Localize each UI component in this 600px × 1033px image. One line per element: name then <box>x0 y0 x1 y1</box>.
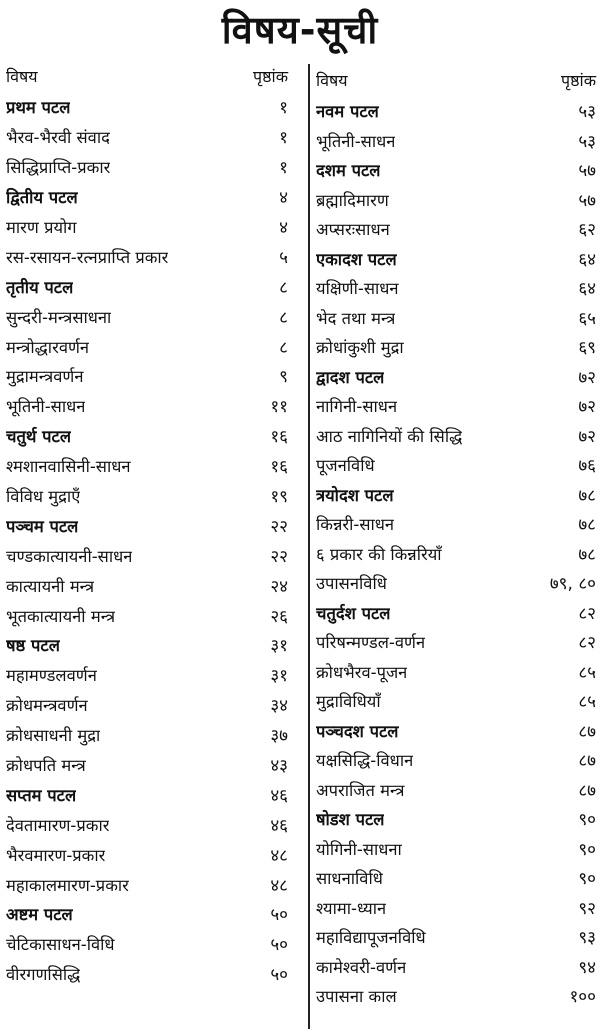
entry-page-number: ५३ <box>578 131 596 152</box>
chapter-heading-row <box>310 362 600 392</box>
toc-entry-row <box>310 627 600 657</box>
entry-title: आठ नागिनियों की सिद्धि <box>316 426 463 446</box>
toc-entry-row <box>310 686 600 716</box>
toc-entry-row <box>310 421 600 451</box>
entry-page-number: १ <box>279 128 288 149</box>
toc-entry-row <box>310 952 600 982</box>
entry-title: एकादश पटल <box>316 249 397 269</box>
entry-page-number: ७९, ८० <box>549 574 596 595</box>
toc-entry-row <box>310 981 600 1011</box>
entry-title: अप्सरःसाधन <box>316 220 390 240</box>
entry-page-number: ८ <box>279 277 288 298</box>
entry-title: पञ्चदश पटल <box>316 721 399 741</box>
toc-column-left <box>4 60 292 989</box>
entry-title: चतुर्दश पटल <box>316 603 391 623</box>
entry-page-number: ५० <box>270 965 288 986</box>
chapter-heading-row <box>4 421 292 451</box>
toc-entry-row <box>4 690 292 720</box>
entry-page-number: ६४ <box>578 249 596 270</box>
entry-title: यक्षसिद्धि-विधान <box>316 751 414 771</box>
chapter-heading-row <box>4 182 292 212</box>
chapter-heading-row <box>4 899 292 929</box>
entry-title: सप्तम पटल <box>6 785 77 805</box>
entry-title: त्रयोदश पटल <box>316 485 394 505</box>
entry-page-number: ३४ <box>270 696 288 717</box>
chapter-heading-row <box>4 271 292 301</box>
entry-page-number: ८५ <box>578 662 596 683</box>
entry-page-number: ८२ <box>578 633 596 654</box>
chapter-heading-row <box>310 244 600 274</box>
toc-entry-row <box>310 509 600 539</box>
entry-page-number: ५० <box>270 935 288 956</box>
chapter-heading-row <box>310 480 600 510</box>
entry-page-number: ६५ <box>578 308 596 329</box>
entry-title: क्रोधसाधनी मुद्रा <box>6 726 101 746</box>
entry-page-number: ६२ <box>578 220 596 241</box>
topic-header: विषय <box>6 67 38 86</box>
entry-title: भूतिनी-साधन <box>6 397 86 417</box>
entry-title: अष्टम पटल <box>6 905 73 925</box>
toc-entry-row <box>4 212 292 242</box>
entry-title: वीरगणसिद्धि <box>6 965 81 985</box>
chapter-heading-row <box>310 804 600 834</box>
entry-page-number: ४ <box>279 218 288 238</box>
toc-entry-row <box>310 126 600 156</box>
entry-title: चेटिकासाधन-विधि <box>6 935 115 955</box>
toc-entry-row <box>310 568 600 598</box>
toc-entry-row <box>4 301 292 331</box>
entry-page-number: ५७ <box>578 161 596 182</box>
entry-page-number: ८७ <box>578 780 596 801</box>
entry-title: नवम पटल <box>316 102 379 122</box>
entry-page-number: ९० <box>578 869 596 890</box>
entry-title: पञ्चम पटल <box>6 516 79 536</box>
entry-title: कात्यायनी मन्त्र <box>6 576 95 596</box>
toc-entry-row <box>4 241 292 271</box>
toc-entry-row <box>4 929 292 959</box>
entry-page-number: ४६ <box>270 815 288 836</box>
entry-page-number: ६४ <box>578 279 596 300</box>
entry-page-number: १६ <box>270 457 288 478</box>
entry-page-number: ४८ <box>270 875 288 896</box>
entry-page-number: ८५ <box>578 692 596 713</box>
toc-list-left <box>4 92 292 989</box>
entry-page-number: ७८ <box>578 485 596 506</box>
entry-page-number: ११ <box>270 397 288 418</box>
chapter-heading-row <box>4 92 292 122</box>
chapter-heading-row <box>4 510 292 540</box>
toc-entry-row <box>310 273 600 303</box>
entry-page-number: ४३ <box>270 756 288 777</box>
toc-entry-row <box>4 600 292 630</box>
toc-entry-row <box>310 834 600 864</box>
toc-entry-row <box>310 303 600 333</box>
entry-title: भूतिनी-साधन <box>316 131 396 151</box>
entry-page-number: ८७ <box>578 721 596 742</box>
chapter-heading-row <box>310 716 600 746</box>
toc-entry-row <box>310 391 600 421</box>
entry-page-number: १६ <box>270 427 288 448</box>
chapter-heading-row <box>310 598 600 628</box>
entry-title: कामेश्वरी-वर्णन <box>316 957 407 977</box>
entry-title: सिद्धिप्राप्ति-प्रकार <box>6 158 111 178</box>
entry-page-number: २४ <box>270 576 288 597</box>
entry-page-number: २२ <box>270 516 288 537</box>
entry-title: विविध मुद्राएँ <box>6 487 81 507</box>
entry-title: भेद तथा मन्त्र <box>316 308 396 328</box>
toc-entry-row <box>4 391 292 421</box>
entry-page-number: ७२ <box>578 426 596 447</box>
entry-page-number: २६ <box>270 606 288 627</box>
toc-entry-row <box>310 922 600 952</box>
toc-entry-row <box>4 361 292 391</box>
chapter-heading-row <box>310 96 600 126</box>
topic-header: विषय <box>316 71 348 90</box>
chapter-heading-row <box>4 630 292 660</box>
entry-page-number: ३७ <box>270 726 288 747</box>
entry-page-number: ३१ <box>270 666 288 687</box>
entry-title: श्यामा-ध्यान <box>316 898 387 918</box>
toc-entry-row <box>310 185 600 215</box>
entry-title: षोडश पटल <box>316 810 385 830</box>
toc-entry-row <box>310 863 600 893</box>
entry-title: दशम पटल <box>316 161 381 181</box>
entry-title: उपासनविधि <box>316 574 387 594</box>
toc-entry-row <box>4 660 292 690</box>
page-header: पृष्ठांक <box>253 67 288 86</box>
entry-page-number: ८ <box>279 337 288 358</box>
entry-page-number: ७६ <box>578 456 596 477</box>
entry-title: श्मशानवासिनी-साधन <box>6 457 131 477</box>
toc-entry-row <box>310 332 600 362</box>
toc-entry-row <box>4 809 292 839</box>
entry-title: मुद्राविधियाँ <box>316 692 381 712</box>
toc-entry-row <box>4 451 292 481</box>
page-title: विषय-सूची <box>221 8 379 52</box>
entry-title: द्वितीय पटल <box>6 188 78 208</box>
entry-page-number: २२ <box>270 546 288 567</box>
entry-title: मारण प्रयोग <box>6 218 77 237</box>
toc-entry-row <box>4 869 292 899</box>
entry-title: भैरव-भैरवी संवाद <box>6 128 110 148</box>
entry-title: भूतकात्यायनी मन्त्र <box>6 606 116 626</box>
entry-page-number: ७८ <box>578 544 596 565</box>
entry-title: देवतामारण-प्रकार <box>6 815 110 835</box>
entry-title: अपराजित मन्त्र <box>316 780 405 800</box>
toc-entry-row <box>4 839 292 869</box>
entry-title: पूजनविधि <box>316 456 375 476</box>
entry-page-number: ८ <box>279 307 288 328</box>
toc-entry-row <box>310 657 600 687</box>
entry-title: क्रोधपति मन्त्र <box>6 756 86 776</box>
entry-page-number: ८७ <box>578 751 596 772</box>
entry-page-number: ७२ <box>578 397 596 418</box>
entry-title: ब्रह्मादिमारण <box>316 190 389 210</box>
entry-page-number: ५७ <box>578 190 596 211</box>
toc-entry-row <box>310 539 600 569</box>
entry-title: द्वादश पटल <box>316 367 385 387</box>
entry-page-number: १०० <box>569 987 596 1008</box>
entry-title: परिषन्मण्डल-वर्णन <box>316 633 426 653</box>
entry-title: तृतीय पटल <box>6 277 74 297</box>
toc-entry-row <box>4 122 292 152</box>
entry-page-number: ९४ <box>578 957 596 978</box>
entry-page-number: ७८ <box>578 515 596 536</box>
entry-page-number: ९ <box>279 367 288 388</box>
entry-title: उपासना काल <box>316 987 397 1007</box>
entry-title: मन्त्रोद्धारवर्णन <box>6 337 90 357</box>
entry-title: चतुर्थ पटल <box>6 427 72 447</box>
entry-page-number: १९ <box>270 487 288 508</box>
entry-title: महामण्डलवर्णन <box>6 666 97 686</box>
entry-title: क्रोधभैरव-पूजन <box>316 662 408 682</box>
toc-entry-row <box>310 893 600 923</box>
entry-page-number: ७२ <box>578 367 596 388</box>
entry-page-number: ३१ <box>270 636 288 657</box>
column-header <box>310 64 600 96</box>
entry-title: साधनाविधि <box>316 869 383 889</box>
entry-page-number: ९० <box>578 810 596 831</box>
entry-title: योगिनी-साधना <box>316 839 402 859</box>
toc-entry-row <box>310 450 600 480</box>
entry-title: क्रोधमन्त्रवर्णन <box>6 696 88 716</box>
toc-entry-row <box>310 745 600 775</box>
entry-title: नागिनी-साधन <box>316 397 398 417</box>
entry-page-number: १ <box>279 98 288 119</box>
entry-title: मुद्रामन्त्रवर्णन <box>6 367 84 387</box>
entry-page-number: ४८ <box>270 845 288 866</box>
toc-entry-row <box>4 720 292 750</box>
toc-entry-row <box>4 152 292 182</box>
toc-entry-row <box>4 959 292 989</box>
entry-title: चण्डकात्यायनी-साधन <box>6 546 133 566</box>
entry-page-number: ९३ <box>578 928 596 949</box>
entry-title: भैरवमारण-प्रकार <box>6 845 106 865</box>
toc-list-right <box>310 96 600 1011</box>
toc-entry-row <box>310 775 600 805</box>
entry-title: सुन्दरी-मन्त्रसाधना <box>6 307 112 327</box>
entry-page-number: ५ <box>279 247 288 268</box>
entry-title: रस-रसायन-रत्नप्राप्ति प्रकार <box>6 247 169 267</box>
entry-title: महाकालमारण-प्रकार <box>6 875 129 895</box>
entry-title: महाविद्यापूजनविधि <box>316 928 426 948</box>
entry-title: षष्ठ पटल <box>6 636 60 656</box>
entry-page-number: ४ <box>279 188 288 209</box>
column-header <box>4 60 292 92</box>
entry-page-number: ९२ <box>578 898 596 919</box>
chapter-heading-row <box>4 779 292 809</box>
entry-page-number: ५३ <box>578 102 596 123</box>
entry-title: क्रोधांकुशी मुद्रा <box>316 338 404 358</box>
entry-page-number: १ <box>279 158 288 179</box>
toc-entry-row <box>4 481 292 511</box>
page-header: पृष्ठांक <box>561 71 596 90</box>
toc-entry-row <box>310 214 600 244</box>
toc-column-right <box>308 64 600 1029</box>
entry-page-number: ५० <box>270 905 288 926</box>
entry-title: यक्षिणी-साधन <box>316 279 399 299</box>
toc-entry-row <box>4 570 292 600</box>
entry-page-number: ९० <box>578 839 596 860</box>
entry-page-number: ६९ <box>578 338 596 359</box>
toc-entry-row <box>4 331 292 361</box>
entry-title: किन्नरी-साधन <box>316 515 395 535</box>
toc-entry-row <box>4 750 292 780</box>
entry-page-number: ८२ <box>578 603 596 624</box>
toc-entry-row <box>4 540 292 570</box>
chapter-heading-row <box>310 155 600 185</box>
entry-title: प्रथम पटल <box>6 98 71 118</box>
entry-page-number: ४६ <box>270 785 288 806</box>
entry-title: ६ प्रकार की किन्नरियाँ <box>316 544 442 564</box>
